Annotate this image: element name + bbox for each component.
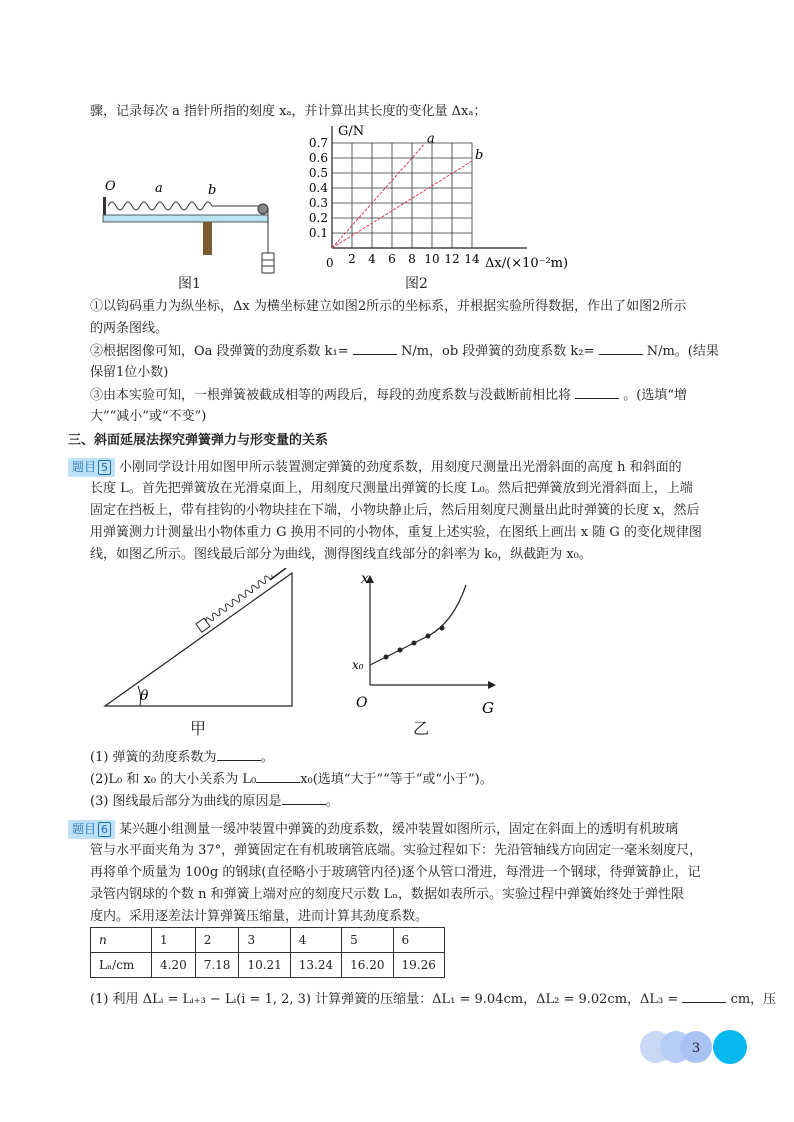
q4-line3 (90, 386, 687, 405)
figure1-spring-apparatus (100, 175, 285, 275)
yi-axis-x0: x₀ (352, 658, 364, 672)
fig1-label-O: O (105, 179, 116, 194)
q4-s2b: N/m，ob 段弹簧的劲度系数 k₂= (400, 344, 595, 359)
x-tick-label: 2 (348, 252, 356, 266)
q4-s2c: N/m。(结果 (646, 344, 719, 359)
q4-line3c: 大”“减小”或“不变”) (90, 409, 207, 424)
table-head-cell: 3 (239, 928, 290, 953)
table-head-cell: 2 (195, 928, 239, 953)
q5-line2: 长度 L。首先把弹簧放在光滑桌面上，用刻度尺测量出弹簧的长度 L₀。然后把弹簧放到光滑斜面上，上端 (90, 481, 693, 496)
q6-line4: 录管内钢球的个数 n 和弹簧上端对应的刻度尺示数 Lₙ，数据如表所示。实验过程中弹簧始终处于弹性限 (90, 887, 685, 902)
q6-p1b: cm，压 (730, 992, 777, 1007)
q4-line2d: 保留1位小数) (90, 365, 169, 380)
q4-line1b: 的两条图线。 (90, 321, 169, 336)
q5-line4: 用弹簧测力计测量出小物体重力 G 换用不同的小物体，重复上述实验，在图纸上画出 x 随 G 的变化规律图 (90, 525, 702, 540)
table-cell: 10.21 (239, 953, 290, 978)
q6-p1a: (1) 利用 ΔLᵢ = Lᵢ₊₃ − Lᵢ(i = 1, 2, 3) 计算弹簧的压缩量：ΔL₁ = 9.04cm，ΔL₂ = 9.02cm，ΔL₃ = (90, 992, 679, 1007)
fig-yi-caption: 乙 (413, 719, 430, 738)
x-tick-label: 10 (424, 252, 440, 266)
answer-blank-k1[interactable] (353, 342, 397, 355)
q5-line5: 线，如图乙所示。图线最后部分为曲线，测得图线直线部分的斜率为 k₀，纵截距为 x₀。 (90, 547, 592, 562)
yi-axis-G: G (482, 699, 494, 717)
q5-tag (68, 458, 115, 477)
x-tick-label: 4 (368, 252, 376, 266)
table-cell: Lₙ/cm (91, 953, 152, 978)
answer-blank-q5-2[interactable] (256, 770, 300, 783)
table-cell: 13.24 (290, 953, 341, 978)
figure2-chart (300, 120, 580, 275)
q4-s3a: ③由本实验可知，一根弹簧被截成相等的两段后，每段的劲度系数与没截断前相比将 (90, 388, 572, 403)
q5-line3: 固定在挡板上，带有挂钩的小物块挂在下端，小物块静止后，然后用刻度尺测量出此时弹簧的长度 x，然后 (90, 503, 700, 518)
table-cell: 7.18 (195, 953, 239, 978)
answer-blank-q5-3[interactable] (282, 792, 326, 805)
table-head-cell: 4 (290, 928, 341, 953)
answer-blank-k2[interactable] (599, 342, 643, 355)
section-3-heading: 三、斜面延展法探究弹簧弹力与形变量的关系 (68, 433, 329, 448)
chart-origin: 0 (326, 256, 334, 270)
q6-l1: 某兴趣小组测量一缓冲装置中弹簧的劲度系数，缓冲装置如图所示，固定在斜面上的透明有机玻璃 (119, 822, 679, 837)
series-label-b: b (475, 148, 484, 163)
top-text-line: 骤，记录每次 a 指针所指的刻度 xₐ，并计算出其长度的变化量 Δxₐ； (90, 104, 487, 119)
x-tick-label: 6 (388, 252, 396, 266)
q6-number: 6 (98, 822, 111, 837)
q6-line1 (68, 820, 678, 839)
fig1-label-b: b (208, 183, 217, 198)
figure-jia-incline (100, 568, 300, 713)
answer-blank-dL3[interactable] (682, 990, 726, 1003)
table-cell: 19.26 (393, 953, 444, 978)
q6-line3: 再将单个质量为 100g 的钢球(直径略小于玻璃管内径)逐个从管口滑进，每滑进一个钢球，待弹簧静止，记 (90, 865, 701, 880)
table-cell: 16.20 (342, 953, 393, 978)
table-cell: 4.20 (152, 953, 196, 978)
q6-tag (68, 820, 115, 839)
y-tick-label: 0.4 (308, 181, 328, 195)
page-number: 3 (691, 1041, 701, 1056)
fig2-caption: 图2 (405, 276, 428, 292)
table-row-L (91, 953, 445, 978)
chart-ylabel: G/N (338, 124, 365, 139)
answer-blank-q4-3[interactable] (575, 386, 619, 399)
fig1-caption: 图1 (178, 276, 201, 292)
fig1-label-a: a (155, 181, 163, 196)
q5-line1 (68, 458, 682, 477)
q4-line2 (90, 342, 719, 361)
q5-p1 (90, 748, 274, 767)
series-line-b (332, 161, 472, 248)
q4-s2a: ②根据图像可知，Oa 段弹簧的劲度系数 k₁= (90, 344, 349, 359)
table-head-cell: 1 (152, 928, 196, 953)
x-tick-label: 14 (464, 252, 480, 266)
theta-label: θ (140, 688, 149, 704)
x-tick-label: 8 (408, 252, 416, 266)
yi-axis-O: O (356, 695, 368, 711)
q5-p2b: x₀(选填“大于”“等于”或“小于”)。 (300, 772, 493, 787)
page-number-badge (640, 1030, 750, 1064)
table-head-cell: n (91, 928, 152, 953)
q5-p2 (90, 770, 493, 789)
q5-p3 (90, 792, 339, 811)
q5-l1: 小刚同学设计用如图甲所示装置测定弹簧的劲度系数，用刻度尺测量出光滑斜面的高度 h 和斜面的 (119, 460, 682, 475)
series-label-a: a (427, 131, 435, 147)
y-tick-label: 0.2 (308, 211, 328, 225)
y-tick-label: 0.7 (308, 136, 328, 150)
answer-blank-q5-1[interactable] (217, 748, 261, 761)
yi-axis-x: x (361, 571, 369, 587)
y-tick-label: 0.6 (308, 151, 328, 165)
q6-p1 (90, 990, 776, 1009)
chart-xlabel: Δx/(×10⁻²m) (485, 256, 569, 271)
table-head-cell: 5 (342, 928, 393, 953)
q6-tag-text: 题目 (72, 822, 97, 836)
table-row-n (91, 928, 445, 953)
x-tick-label: 12 (444, 252, 460, 266)
q4-line1: ①以钩码重力为纵坐标，Δx 为横坐标建立如图2所示的坐标系，并根据实验所得数据，作出了如图2所示 (90, 299, 687, 314)
q5-p2a: (2)L₀ 和 x₀ 的大小关系为 L₀ (90, 772, 257, 787)
q6-line2: 管与水平面夹角为 37°，弹簧固定在有机玻璃管底端。实验过程如下：先沿管轴线方向固定一毫米刻度尺， (90, 843, 703, 858)
fig-jia-caption: 甲 (190, 719, 207, 738)
q5-p1-end: 。 (260, 750, 274, 765)
figure-yi-xG-graph (348, 565, 498, 720)
q6-data-table (90, 927, 445, 978)
series-line-a (332, 145, 424, 249)
table-head-cell: 6 (393, 928, 444, 953)
q5-p1-text: (1) 弹簧的劲度系数为 (90, 750, 217, 765)
q5-p3-text: (3) 图线最后部分为曲线的原因是 (90, 794, 282, 809)
q5-number: 5 (98, 460, 111, 475)
q4-s3b: 。(选填“增 (623, 388, 688, 403)
y-tick-label: 0.1 (308, 226, 328, 240)
q6-line5: 度内。采用逐差法计算弹簧压缩量，进而计算其劲度系数。 (90, 909, 429, 924)
y-tick-label: 0.3 (308, 196, 328, 210)
q5-tag-text: 题目 (72, 460, 97, 474)
q5-p3-end: 。 (325, 794, 339, 809)
y-tick-label: 0.5 (308, 166, 328, 180)
